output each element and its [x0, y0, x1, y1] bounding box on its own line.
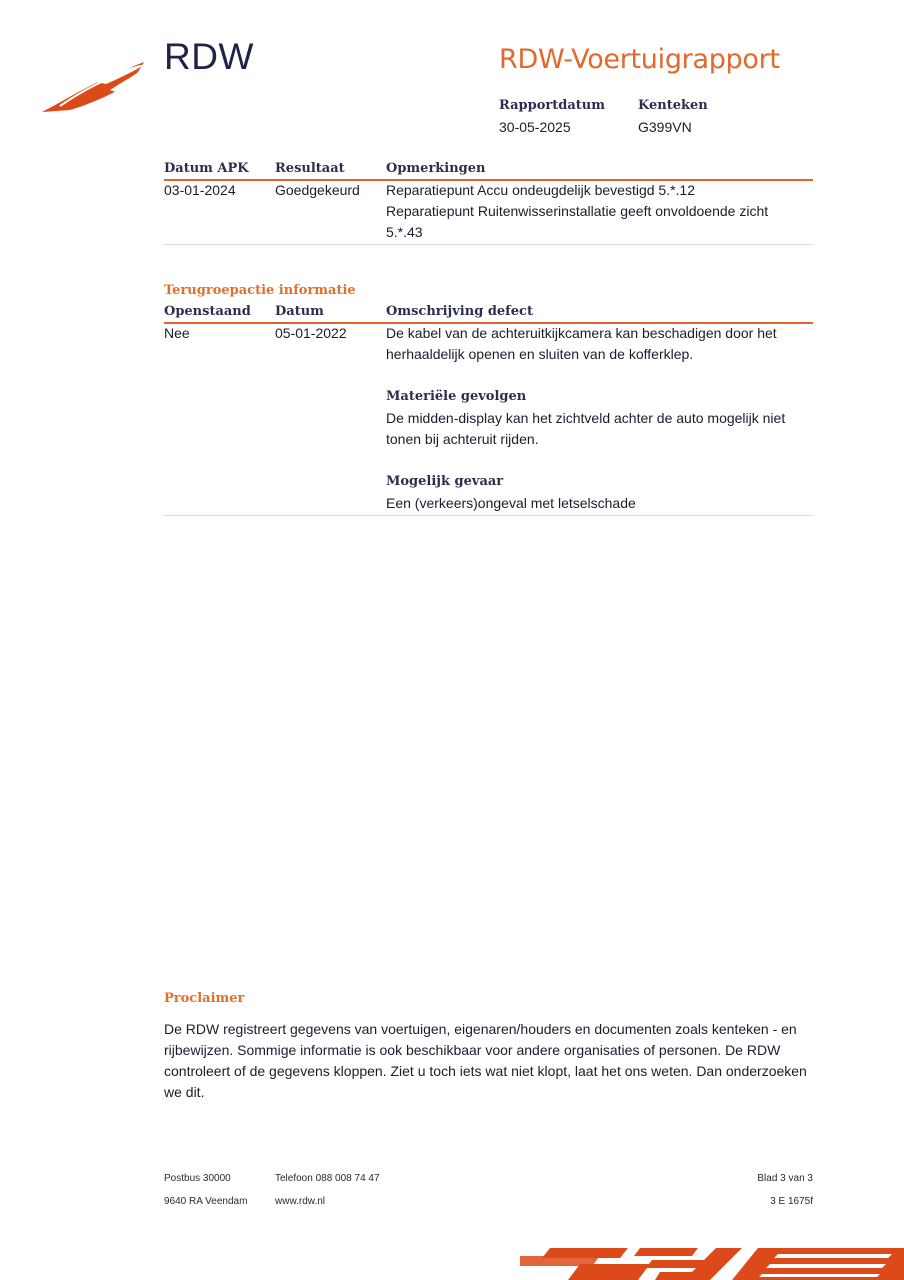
recall-datum: 05-01-2022: [275, 325, 347, 341]
apk-resultaat: Goedgekeurd: [275, 182, 360, 198]
apk-col-datum: Datum APK: [164, 161, 249, 176]
footer-page-number: Blad 3 van 3: [757, 1173, 813, 1184]
apk-remark-2: Reparatiepunt Ruitenwisserinstallatie geeft onvoldoende zicht: [386, 203, 769, 219]
kenteken-label: Kenteken: [638, 98, 708, 113]
footer-website[interactable]: www.rdw.nl: [275, 1196, 326, 1207]
apk-row-divider: [164, 244, 813, 245]
materiele-gevolgen-1: De midden-display kan het zichtveld achter de auto mogelijk niet: [386, 410, 786, 426]
proclaimer-line-1: De RDW registreert gegevens van voertuigen, eigenaren/houders en documenten zoals kenteken - en: [164, 1021, 797, 1037]
rapportdatum-value: 30-05-2025: [499, 119, 571, 135]
materiele-gevolgen-2: tonen bij achteruit rijden.: [386, 431, 539, 447]
recall-section-title: Terugroepactie informatie: [164, 283, 356, 298]
recall-col-omschrijving: Omschrijving defect: [386, 304, 533, 319]
footer-plaats: 9640 RA Veendam: [164, 1196, 248, 1207]
apk-remark-1: Reparatiepunt Accu ondeugdelijk bevestigd 5.*.12: [386, 182, 695, 198]
mogelijk-gevaar-text: Een (verkeers)ongeval met letselschade: [386, 495, 636, 511]
recall-col-datum: Datum: [275, 304, 324, 319]
footer-postbus: Postbus 30000: [164, 1173, 231, 1184]
apk-col-opmerkingen: Opmerkingen: [386, 161, 486, 176]
proclaimer-line-3: controleert of de gegevens kloppen. Ziet u toch iets wat niet klopt, laat het ons weten. Dan onderzoeken: [164, 1063, 807, 1079]
recall-description-1: De kabel van de achteruitkijkcamera kan beschadigen door het: [386, 325, 777, 341]
kenteken-value: G399VN: [638, 119, 692, 135]
apk-remark-3: 5.*.43: [386, 224, 423, 240]
recall-openstaand: Nee: [164, 325, 190, 341]
rdw-logo-icon: [40, 56, 150, 116]
decorative-stripes-icon: [520, 1244, 904, 1280]
mogelijk-gevaar-title: Mogelijk gevaar: [386, 474, 504, 489]
materiele-gevolgen-title: Materiële gevolgen: [386, 389, 527, 404]
proclaimer-title: Proclaimer: [164, 991, 245, 1006]
footer-document-code: 3 E 1675f: [770, 1196, 813, 1207]
report-title: RDW-Voertuigrapport: [499, 44, 780, 75]
apk-col-resultaat: Resultaat: [275, 161, 345, 176]
apk-datum: 03-01-2024: [164, 182, 236, 198]
rapportdatum-label: Rapportdatum: [499, 98, 605, 113]
brand-name: RDW: [164, 36, 254, 77]
recall-row-divider: [164, 515, 813, 516]
footer-telefoon: Telefoon 088 008 74 47: [275, 1173, 380, 1184]
proclaimer-line-2: rijbewijzen. Sommige informatie is ook beschikbaar voor andere organisaties of personen. De RDW: [164, 1042, 781, 1058]
recall-col-openstaand: Openstaand: [164, 304, 251, 319]
recall-description-2: herhaaldelijk openen en sluiten van de kofferklep.: [386, 346, 694, 362]
proclaimer-line-4: we dit.: [164, 1084, 205, 1100]
